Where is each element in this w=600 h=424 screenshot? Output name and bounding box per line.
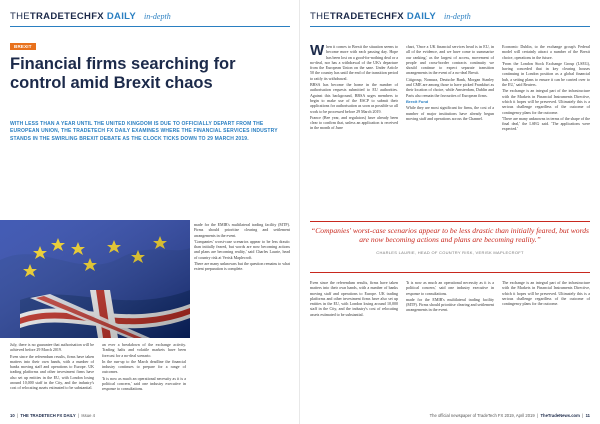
paragraph: Even since the referendum results, firms have taken matters into their own hands, with a number of banks moving staff and operations to Europe. UK trading platforms and other investment firms have also set up entities in the EU, with London losing around 10,000 staff in the City, and the industry's cost of relocating assets estimated to be substantial. <box>10 353 94 391</box>
issue-label: Issue 4 <box>81 413 95 418</box>
paragraph: In the run-up to the March deadline the financial industry continues to prepare for a range of outcomes. <box>102 358 186 375</box>
category-tag: BREXIT <box>10 43 36 50</box>
footer-site-link[interactable]: TheTradeNews.com <box>540 413 580 418</box>
right-footer: The official newspaper of TradeTech FX 2019, April 2019 | TheTradeNews.com | 11 <box>429 413 590 418</box>
eu-uk-flag-image <box>0 220 190 338</box>
left-header <box>10 11 290 25</box>
pull-quote-rule-bottom <box>310 272 590 273</box>
article-column-7 <box>310 280 590 408</box>
paragraph: hen it comes to Brexit the situation seems to become more with each passing day. Hope has been lost on a good-for-nothing deal or a no-deal, nor has a withdrawal of the UK's departure from the European Union on the sane. Under Article 50 the country has until the end of the transition period to ratify its withdrawal. <box>310 44 398 81</box>
brand-logo: THETRADETECHFX DAILY <box>10 11 137 22</box>
paragraph: an ever a breakdown of the exchange activity. Trading halts and volatile markets have been forecast for a no-deal scenario. <box>102 342 186 358</box>
header-rule <box>10 26 290 27</box>
article-column-4 <box>10 342 94 412</box>
paragraph: 'Companies' worst-case scenarios appear to be less drastic than initially feared, but words are now becoming actions and plans are becoming reality,' said Charles Laurie, head of country risk at Verisk Maplecroft. <box>194 238 290 260</box>
pull-quote <box>310 226 590 255</box>
paragraph: 'From the London Stock Exchange Group (LSEG), having conceded that in key clearing houses continuing in London position as a global financial hub, a setting plans to ensure it can be carried over to the EU,' said Reuters. <box>502 60 590 88</box>
paragraph: BBSA has become the home in the number of authorisation requests submitted to EU authorities. Against this background, BBSA urges members to begin to make use of the ESCP to submit their applications for authorisation as soon as possible so all work to be processed before 29 March 2019. <box>310 82 398 114</box>
header-rule <box>310 26 590 27</box>
section-label: in-depth <box>144 12 171 21</box>
article-column-5 <box>102 342 186 412</box>
paragraph: July, there is no guarantee that authorisation will be achieved before 29 March 2019. <box>10 342 94 353</box>
paragraph: The exchange is an integral part of the infrastructure with the Markets in Financial Instruments Directive, which it hopes will be preserved. Ultimately this is a serious challenge regardless of the outcome of contingency plans for the outcome. <box>502 280 590 307</box>
paragraph: Economic Dublin, to the exchange group's Federal model will certainly attract a number of the Brexit choice, operations in the future. <box>502 44 590 60</box>
headline: Financial firms searching for control amid Brexit chaos <box>10 55 236 92</box>
paragraph: chart, 'Once a UK financial services head is in EU, in all of the evidence, and we have come to summarise our ranking,' as the largest of access, movement of people and cross-border contracts continuity we should continue to expect separate transition arrangements in the event of a no-deal Brexit. <box>406 44 494 76</box>
paragraph: made for the EMIR's multilateral trading facility (MTF). Firms should prioritise clearing and settlement arrangements in the event. <box>406 296 494 313</box>
brand-logo: THETRADETECHFX DAILY <box>310 11 437 22</box>
paragraph: France (Bee year, and regulators) have already been clear to confirm that, unless an application is received in the month of June <box>310 114 398 131</box>
standfirst: WITH LESS THAN A YEAR UNTIL THE UNITED KINGDOM IS DUE TO OFFICIALLY DEPART FROM THE EUROPEAN UNION, THE TRADETECH FX DAILY EXAMINES WHERE THE FINANCIAL SERVICES INDUSTRY STANDS IN THE SWIRLING BREXIT DEBATE AS THE CLOCK TICKS DOWN TO 29 MARCH 2019. <box>10 121 278 142</box>
paragraph: made for the EMIR's multilateral trading facility (MTF). Firms should prioritise clearing and settlement arrangements in the event. <box>194 222 290 238</box>
paragraph: 'It is now as much an operational necessity as it is a political concern,' said one industry executive in response to consultations. <box>102 375 186 392</box>
article-column-2 <box>406 44 494 214</box>
right-header <box>310 11 590 25</box>
footer-text: The official newspaper of TradeTech FX 2019, April 2019 <box>429 413 535 418</box>
section-label: in-depth <box>444 12 471 21</box>
paragraph: 'There are many unknowns in terms of the shape of the final deal,' the LSEG said. 'The applications were expected.' <box>502 115 590 132</box>
article-column-1 <box>310 44 398 214</box>
paragraph: Even since the referendum results, firms have taken matters into their own hands, with a number of banks moving staff and operations to Europe. UK trading platforms and other investment firms have also set up entities in the EU, with London losing around 10,000 staff in the City, and the industry's cost of relocating assets estimated to be substantial. <box>310 280 398 317</box>
page-number: 10 <box>10 413 15 418</box>
page-number: 11 <box>585 413 590 418</box>
paragraph: The exchange is an integral part of the infrastructure with the Markets in Financial Instruments Directive, which it hopes will be preserved. Ultimately this is a serious challenge regardless of the outcome of contingency plans for the outcome. <box>502 88 590 115</box>
paragraph: 'It is now as much an operational necessity as it is a political concern,' said one industry executive in response to consultations. <box>406 280 494 296</box>
left-footer: 10 | THE TRADETECH FX DAILY | Issue 4 <box>10 413 95 418</box>
paragraph: There are many unknowns but the question remains to what extent preparation is complete. <box>194 261 290 272</box>
footer-brand: THE TRADETECH FX DAILY <box>20 413 76 418</box>
pull-quote-attribution: CHARLES LAURIE, HEAD OF COUNTRY RISK, VERISK MAPLECROFT <box>376 249 524 255</box>
subheading: Brexit Fund <box>406 98 429 104</box>
paragraph: Citigroup, Nomura, Deutsche Bank, Morgan Stanley and CME are among those to have picked Frankfurt as their location of choice, while Amsterdam, Dublin and Paris also remain the favourites of European firms. <box>406 76 494 98</box>
pull-quote-text: “Companies' worst-case scenarios appear to be less drastic than initially feared, but words are now becoming actions and plans are becoming reality.” <box>310 226 589 245</box>
pull-quote-rule-top <box>310 221 590 222</box>
drop-cap: W <box>310 44 325 59</box>
article-column-6 <box>194 222 290 412</box>
article-column-3 <box>502 44 590 214</box>
flag-illustration <box>0 220 190 338</box>
paragraph: While they are most significant for firms, the cost of a number of major institutions have already begun moving staff and operations across the Channel. <box>406 105 494 121</box>
